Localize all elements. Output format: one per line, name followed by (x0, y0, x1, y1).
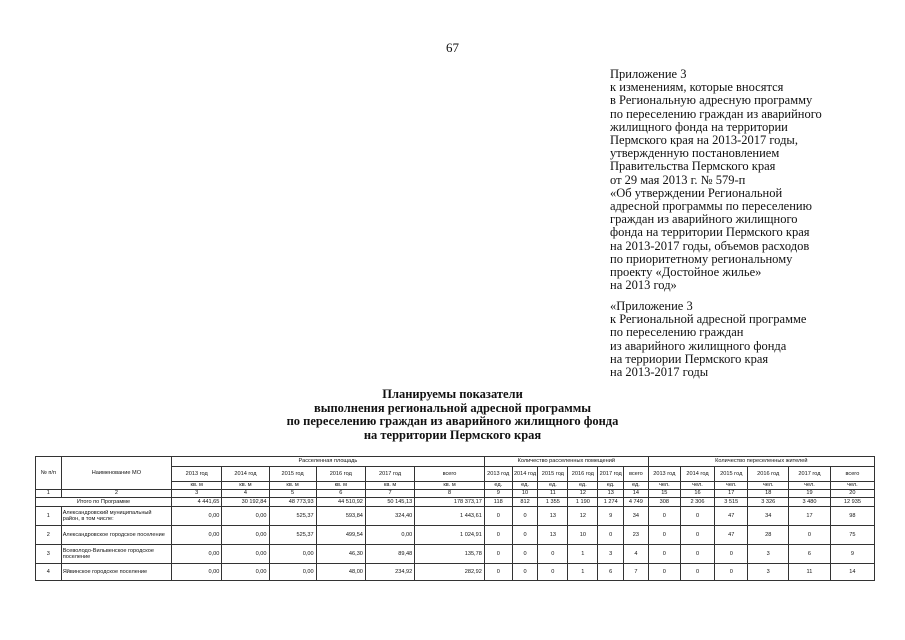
total-cell: 4 749 (624, 498, 649, 507)
appendix-line: утвержденную постановлением (610, 146, 780, 161)
header-unit: ед. (598, 482, 624, 490)
table-cell: 0 (715, 545, 748, 564)
table-cell: 10 (568, 526, 598, 545)
table-row (36, 507, 875, 526)
header-unit: кв. м (222, 482, 269, 490)
header-unit: ед. (538, 482, 568, 490)
table-cell: 0 (680, 526, 714, 545)
table-cell: 0,00 (222, 507, 269, 526)
total-cell: 178 373,17 (415, 498, 485, 507)
total-cell: 1 355 (538, 498, 568, 507)
appendix-line: на 2013-2017 годы, объемов расходов (610, 238, 810, 253)
table-cell: 34 (748, 507, 789, 526)
table-cell: 0,00 (269, 564, 316, 581)
table-cell: 14 (830, 564, 874, 581)
header-year: 2013 год (172, 467, 222, 482)
table-cell: 3 (598, 545, 624, 564)
total-cell: 1 274 (598, 498, 624, 507)
total-cell: 3 480 (789, 498, 831, 507)
header-year: 2015 год (538, 467, 568, 482)
column-number: 1 (36, 490, 62, 498)
header-year: всего (415, 467, 485, 482)
table-cell: 0 (484, 526, 512, 545)
table-cell: 1 024,91 (415, 526, 485, 545)
header-year: 2014 год (512, 467, 538, 482)
total-row (36, 498, 875, 507)
table-cell: 47 (715, 526, 748, 545)
table-cell: 4 (624, 545, 649, 564)
header-unit: кв. м (269, 482, 316, 490)
table-cell: 0 (598, 526, 624, 545)
appendix-amendment-block (610, 68, 822, 292)
appendix-line: в Региональную адресную программу (610, 93, 813, 108)
table-cell: 0 (648, 507, 680, 526)
total-cell: 50 145,13 (365, 498, 414, 507)
column-number: 11 (538, 490, 568, 498)
table-cell: 17 (789, 507, 831, 526)
header-year: 2013 год (484, 467, 512, 482)
table-cell: 0,00 (172, 545, 222, 564)
heading-line: по переселению граждан из аварийного жилищного фонда (286, 414, 619, 428)
row-number: 2 (36, 526, 62, 545)
table-cell: 135,78 (415, 545, 485, 564)
header-unit: кв. м (172, 482, 222, 490)
row-name: Александровское городское поселение (61, 526, 171, 545)
table-cell: 7 (624, 564, 649, 581)
appendix-line: по переселению граждан из аварийного (610, 106, 822, 121)
header-year: 2017 год (789, 467, 831, 482)
table-cell: 0 (680, 545, 714, 564)
table-cell: 0 (648, 526, 680, 545)
header-year: 2016 год (568, 467, 598, 482)
appendix-line: граждан из аварийного жилищного (610, 212, 798, 227)
page-number: 67 (446, 40, 459, 55)
column-number: 3 (172, 490, 222, 498)
table-cell: 34 (624, 507, 649, 526)
table-cell: 28 (748, 526, 789, 545)
table-cell: 324,40 (365, 507, 414, 526)
header-year: 2016 год (748, 467, 789, 482)
header-year: 2015 год (269, 467, 316, 482)
table-cell: 234,92 (365, 564, 414, 581)
column-number: 17 (715, 490, 748, 498)
appendix-line: фонда на территории Пермского края (610, 225, 810, 240)
appendix-line: на 2013-2017 годы (610, 365, 709, 380)
table-cell: 13 (538, 526, 568, 545)
row-number: 1 (36, 507, 62, 526)
column-number: 8 (415, 490, 485, 498)
appendix-line: жилищного фонда на территории (610, 119, 788, 134)
table-cell: 0,00 (222, 545, 269, 564)
column-number: 12 (568, 490, 598, 498)
table-cell: 0 (680, 564, 714, 581)
table-cell: 6 (598, 564, 624, 581)
header-unit: чел. (830, 482, 874, 490)
heading-line: на территории Пермского края (363, 427, 542, 442)
column-number: 9 (484, 490, 512, 498)
total-cell: 812 (512, 498, 538, 507)
table-cell: 1 (568, 564, 598, 581)
indicators-table (35, 456, 875, 581)
column-number: 7 (365, 490, 414, 498)
table-cell: 47 (715, 507, 748, 526)
table-cell: 0 (512, 526, 538, 545)
column-number: 13 (598, 490, 624, 498)
document-heading (0, 388, 905, 442)
table-row (36, 545, 875, 564)
column-number: 15 (648, 490, 680, 498)
table-cell: 525,37 (269, 507, 316, 526)
table-cell: 46,30 (316, 545, 365, 564)
appendix-line: от 29 мая 2013 г. № 579-п (610, 172, 746, 187)
appendix-program-block (610, 300, 806, 379)
header-group-people: Количество переселенных жителей (648, 457, 874, 467)
table-cell: 11 (789, 564, 831, 581)
header-year: 2015 год (715, 467, 748, 482)
header-unit: кв. м (316, 482, 365, 490)
table-cell: 0,00 (365, 526, 414, 545)
header-unit: чел. (648, 482, 680, 490)
heading-line: выполнения региональной адресной программы (313, 400, 592, 415)
row-number: 4 (36, 564, 62, 581)
total-cell: 308 (648, 498, 680, 507)
header-year: всего (830, 467, 874, 482)
table-cell: 0 (680, 507, 714, 526)
table-cell: 0 (484, 564, 512, 581)
table-cell: 0,00 (222, 526, 269, 545)
row-name: Александровский муниципальный район, в том числе: (61, 507, 171, 526)
total-cell: 3 326 (748, 498, 789, 507)
table-cell: 0 (648, 545, 680, 564)
header-year: 2016 год (316, 467, 365, 482)
table-cell: 3 (748, 564, 789, 581)
appendix-line: Приложение 3 (610, 67, 687, 81)
header-name: Наименование МО (61, 457, 171, 490)
appendix-line: Пермского края на 2013-2017 годы, (610, 133, 798, 148)
header-unit: чел. (789, 482, 831, 490)
table-row (36, 564, 875, 581)
table-cell: 12 (568, 507, 598, 526)
appendix-line: из аварийного жилищного фонда (610, 338, 787, 353)
column-number: 18 (748, 490, 789, 498)
header-year: 2017 год (365, 467, 414, 482)
header-year: 2013 год (648, 467, 680, 482)
table-cell: 0 (484, 545, 512, 564)
row-number: 3 (36, 545, 62, 564)
header-unit: ед. (568, 482, 598, 490)
column-number: 14 (624, 490, 649, 498)
column-number: 6 (316, 490, 365, 498)
header-unit: ед. (484, 482, 512, 490)
total-cell: 44 510,92 (316, 498, 365, 507)
table-cell: 0 (715, 564, 748, 581)
header-year: 2017 год (598, 467, 624, 482)
header-group-rooms: Количество расселенных помещений (484, 457, 648, 467)
column-number: 5 (269, 490, 316, 498)
appendix-line: на 2013 год» (610, 278, 677, 293)
total-cell: 30 192,84 (222, 498, 269, 507)
total-label: Итого по Программе (36, 498, 172, 507)
appendix-line: проекту «Достойное жилье» (610, 265, 762, 280)
total-cell: 2 306 (680, 498, 714, 507)
appendix-line: к Региональной адресной программе (610, 312, 807, 327)
column-number: 4 (222, 490, 269, 498)
appendix-line: «Приложение 3 (610, 299, 693, 313)
header-unit: ед. (624, 482, 649, 490)
header-unit: чел. (715, 482, 748, 490)
appendix-line: по приоритетному региональному (610, 251, 793, 266)
column-number: 2 (61, 490, 171, 498)
table-row (36, 526, 875, 545)
table-cell: 525,37 (269, 526, 316, 545)
column-number: 10 (512, 490, 538, 498)
table-cell: 0 (512, 507, 538, 526)
heading-line: Планируемы показатели (382, 387, 523, 401)
row-name: Всеволодо-Вильвенское городское поселение (61, 545, 171, 564)
table-cell: 499,54 (316, 526, 365, 545)
table-cell: 0 (512, 545, 538, 564)
table-cell: 0 (512, 564, 538, 581)
total-cell: 4 441,65 (172, 498, 222, 507)
table-cell: 0 (538, 564, 568, 581)
total-cell: 1 190 (568, 498, 598, 507)
header-unit: кв. м (365, 482, 414, 490)
header-num: № п/п (36, 457, 62, 490)
appendix-line: к изменениям, которые вносятся (610, 80, 784, 95)
total-cell: 48 773,93 (269, 498, 316, 507)
table-cell: 9 (598, 507, 624, 526)
table-cell: 0,00 (222, 564, 269, 581)
header-unit: кв. м (415, 482, 485, 490)
table-cell: 0 (538, 545, 568, 564)
header-year: 2014 год (680, 467, 714, 482)
total-cell: 118 (484, 498, 512, 507)
table-cell: 6 (789, 545, 831, 564)
header-year: всего (624, 467, 649, 482)
table-cell: 98 (830, 507, 874, 526)
appendix-line: Правительства Пермского края (610, 159, 776, 174)
column-number: 16 (680, 490, 714, 498)
appendix-line: по переселению граждан (610, 325, 744, 340)
appendix-line: адресной программы по переселению (610, 199, 812, 214)
table-cell: 593,84 (316, 507, 365, 526)
appendix-line: на терриории Пермского края (610, 351, 769, 366)
table-cell: 48,00 (316, 564, 365, 581)
table-cell: 13 (538, 507, 568, 526)
table-cell: 0,00 (172, 564, 222, 581)
table-cell: 0,00 (172, 507, 222, 526)
total-cell: 3 515 (715, 498, 748, 507)
table-cell: 0 (789, 526, 831, 545)
table-cell: 23 (624, 526, 649, 545)
table-cell: 89,48 (365, 545, 414, 564)
column-number: 19 (789, 490, 831, 498)
table-cell: 282,92 (415, 564, 485, 581)
header-unit: чел. (748, 482, 789, 490)
table-cell: 0,00 (269, 545, 316, 564)
column-number-row (36, 490, 875, 498)
table-cell: 0 (648, 564, 680, 581)
table-cell: 0 (484, 507, 512, 526)
total-cell: 12 935 (830, 498, 874, 507)
row-name: Яйвинское городское поселение (61, 564, 171, 581)
table-cell: 1 443,61 (415, 507, 485, 526)
table-cell: 3 (748, 545, 789, 564)
table-cell: 75 (830, 526, 874, 545)
column-number: 20 (830, 490, 874, 498)
appendix-line: «Об утверждении Региональной (610, 185, 783, 200)
table-cell: 1 (568, 545, 598, 564)
table-cell: 9 (830, 545, 874, 564)
header-unit: ед. (512, 482, 538, 490)
table-cell: 0,00 (172, 526, 222, 545)
header-year: 2014 год (222, 467, 269, 482)
header-group-area: Расселенная площадь (172, 457, 485, 467)
header-unit: чел. (680, 482, 714, 490)
